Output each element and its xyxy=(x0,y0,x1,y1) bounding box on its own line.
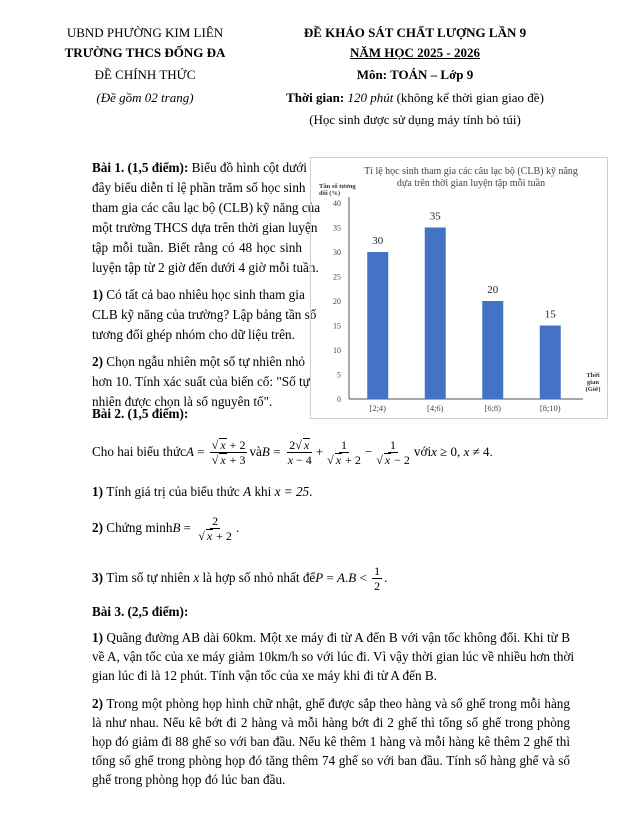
duration-note: (không kể thời gian giao đề) xyxy=(393,90,544,105)
duration xyxy=(270,90,560,106)
equals-sign: = xyxy=(193,444,208,459)
expr-b-term3-num: 1 xyxy=(390,437,397,452)
bai2-q1-eq: x = 25 xyxy=(274,484,310,499)
expr-b-term1 xyxy=(286,438,314,467)
bai1-line-5: luyện tập từ 2 giờ đến dưới 4 giờ mỗi tuần. xyxy=(92,260,319,275)
chart-data-label: 35 xyxy=(429,210,441,223)
expr-b-term1-num: 2√ x xyxy=(287,438,312,453)
chart-ytick-label: 35 xyxy=(333,223,341,233)
subject xyxy=(280,67,550,83)
bai3-p2-line-0: 2) Trong một phòng họp hình chữ nhật, ghế được sắp theo hàng và số ghế trong mỗi hàng xyxy=(92,696,570,711)
exam-title: ĐỀ KHẢO SÁT CHẤT LƯỢNG LẦN 9 xyxy=(303,25,527,40)
expr-b-term2-den: √ x + 2 xyxy=(327,452,361,467)
expr-a-numerator: √ x + 2 xyxy=(211,437,246,452)
subject-label: Môn: xyxy=(356,67,391,82)
bai2-q3-num: 1 xyxy=(374,563,381,578)
bai3-p2-line-4: ghế trong phòng họp đó lúc ban đầu. xyxy=(92,772,286,787)
chart-data-label: 15 xyxy=(544,308,556,321)
chart-ytick-label: 25 xyxy=(333,272,341,282)
bai2-q3-fraction xyxy=(372,564,382,593)
bai1-line-0 xyxy=(92,158,307,178)
bai2-q1: 1) Tính giá trị của biểu thức A khi x = 25. xyxy=(92,484,313,499)
bar-chart xyxy=(310,157,608,419)
bai1-q2-line-0: 2) Chọn ngẫu nhiên một số tự nhiên nhỏ xyxy=(92,354,306,369)
expr-a-denominator: √ x + 3 xyxy=(211,452,246,467)
bai2-q3-text2: là hợp số nhỏ nhất để xyxy=(199,570,316,585)
bai2-intro: Cho hai biểu thức xyxy=(92,444,186,459)
chart-bar xyxy=(482,301,503,399)
chart-bar xyxy=(367,252,388,399)
chart-bar xyxy=(540,326,561,400)
chart-xtick-label: [4;6) xyxy=(426,403,444,413)
chart-title-line1: Tỉ lệ học sinh tham gia các câu lạc bộ (CLB) kỹ năng xyxy=(364,166,578,177)
domain-condition: x ≥ 0, x ≠ 4. xyxy=(431,444,493,459)
bai2-q2-fraction xyxy=(196,514,234,543)
bai2-q1-var: A xyxy=(243,484,252,499)
bai3-title: Bài 3. (2,5 điểm): xyxy=(92,604,189,619)
bai2-title: Bài 2. (1,5 điểm): xyxy=(92,406,189,421)
expr-a-name: A xyxy=(185,444,194,459)
chart-xtick-label: [6;8) xyxy=(484,403,502,413)
expr-b-name: B xyxy=(261,444,270,459)
bai2-q1-when: khi xyxy=(251,484,275,499)
chart-ytick-label: 15 xyxy=(333,321,341,331)
chart-ytick-label: 20 xyxy=(333,297,341,306)
bai2-q3-label: 3) xyxy=(92,570,107,585)
chart-ytick-label: 30 xyxy=(333,248,341,257)
bai2-q2-text: Chứng minh xyxy=(106,520,173,535)
duration-label: Thời gian: xyxy=(286,90,348,105)
expr-b-name-2: B xyxy=(172,520,181,535)
chart-xtick-label: [2;4) xyxy=(369,403,387,413)
chart-data-label: 30 xyxy=(372,235,384,247)
school-district: UBND PHƯỜNG KIM LIÊN xyxy=(66,25,224,40)
bai3-p2-line-1: là như nhau. Nếu kê bớt đi 2 hàng và mỗi hàng bớt đi 2 ghế thì tổng số ghế trong phòng xyxy=(92,715,570,730)
bai1-line-4: tập mỗi tuần. Biết rằng có 48 học sinh xyxy=(92,240,302,255)
bar-chart-svg xyxy=(311,158,607,418)
bai3-p1-line-0-text: 1) Quãng đường AB dài 60km. Một xe máy đi từ A đến B với vận tốc không đổi. Khi từ B xyxy=(92,630,570,645)
expr-b-term2-num: 1 xyxy=(341,437,347,452)
chart-ylabel-line1: Tần số tương xyxy=(319,183,356,190)
bai3-p1-line-2: gian lúc đi là 12 phút. Tính vận tốc của xe máy khi đi từ A đến B. xyxy=(92,668,437,683)
official-label: ĐỀ CHÍNH THỨC xyxy=(94,67,196,82)
chart-ytick-label: 40 xyxy=(333,199,341,208)
chart-title-line2: dựa trên thời gian luyện tập mỗi tuần xyxy=(396,178,546,189)
bai1-title: Bài 1. (1,5 điểm): xyxy=(92,160,189,175)
expr-b-term2 xyxy=(325,438,363,467)
expr-b-term1-den: x − 4 xyxy=(287,452,312,467)
chart-xlabel-line3: (Giờ) xyxy=(585,386,601,393)
expr-b-term3-den: √ x − 2 xyxy=(376,452,410,467)
bai2-cond: với xyxy=(413,444,432,459)
bai2-expressions xyxy=(92,432,493,472)
bai1-q2-line-2: nhiên được chọn là số nguyên tố". xyxy=(92,394,273,409)
chart-bar xyxy=(425,228,446,400)
bai2-q3: 3) Tìm số tự nhiên x là hợp số nhỏ nhất để P = A . B < $\frac{1}{2}$ . xyxy=(92,563,388,593)
bai1-line-1: đây biểu diễn tỉ lệ phần trăm số học sinh xyxy=(92,180,306,195)
bai2-q2-den: √ x + 2 xyxy=(198,528,232,543)
bai1-q1-line-1: CLB kỹ năng của trường? Lập bảng tần số xyxy=(92,307,317,322)
chart-xlabel-line1: Thời xyxy=(586,372,600,379)
chart-ylabel-line2: đối (%) xyxy=(319,190,341,197)
bai1-q1-line-2: tương đối ghép nhóm cho dữ liệu trên. xyxy=(92,327,295,342)
expr-a-fraction xyxy=(210,438,248,467)
bai3-p2-line-3: tổng số ghế trong phòng họp đó tăng thêm 74 ghế so với ban đầu. Tính số hàng ghế và số xyxy=(92,753,570,768)
bai2-q2-num: 2 xyxy=(212,513,219,528)
chart-xtick-label: [8;10) xyxy=(539,403,561,413)
bai2-q3-text: Tìm số tự nhiên xyxy=(106,570,194,585)
page-count: (Đề gồm 02 trang) xyxy=(96,90,194,105)
bai2-q1-label: 1) xyxy=(92,484,107,499)
equals-sign-b: = xyxy=(269,444,284,459)
bai2-q3-var: x xyxy=(193,570,200,585)
bai2-q1-text: Tính giá trị của biểu thức xyxy=(106,484,244,499)
chart-ytick-label: 5 xyxy=(337,370,341,380)
bai1-line-2: tham gia các câu lạc bộ (CLB) kỹ năng của xyxy=(92,200,321,215)
calculator-note: (Học sinh được sử dụng máy tính bỏ túi) xyxy=(309,112,521,127)
subject-value: TOÁN – Lớp 9 xyxy=(390,67,474,82)
bai2-q2: 2) Chứng minh B = $\frac{2}{√ x + 2}$ . xyxy=(92,513,240,543)
bai2-and: và xyxy=(249,444,262,459)
minus-sign: − xyxy=(364,444,373,459)
bai2-q3-den: 2 xyxy=(374,578,381,593)
school-year: NĂM HỌC 2025 - 2026 xyxy=(350,45,480,60)
expr-b-term3 xyxy=(374,438,412,467)
chart-data-label: 20 xyxy=(487,284,499,296)
bai1-q1-line-0: 1) Có tất cả bao nhiêu học sinh tham gia xyxy=(92,287,305,302)
bai3-p1-line-1: về A, vận tốc của xe máy giảm 10km/h so với lúc đi. Vì vậy thời gian lúc về nhiều hơn thời xyxy=(92,649,575,664)
bai1-text-0: Biểu đồ hình cột dưới xyxy=(188,160,307,175)
chart-xlabel-line2: gian xyxy=(587,379,599,386)
chart-ytick-label: 10 xyxy=(333,346,341,355)
bai1-q2-line-1: hơn 10. Tính xác suất của biến cố: "Số tự xyxy=(92,374,310,389)
plus-sign: + xyxy=(315,444,324,459)
bai2-q2-label: 2) xyxy=(92,520,107,535)
chart-ytick-label: 0 xyxy=(337,395,341,404)
bai3-p2-line-2: họp đó giảm đi 88 ghế so với ban đầu. Nếu kê thêm 1 hàng và mỗi hàng kê thêm 2 ghế thì xyxy=(92,734,570,749)
bai1-line-3: một trường THCS dựa trên thời gian luyện xyxy=(92,220,318,235)
school-name: TRƯỜNG THCS ĐỐNG ĐA xyxy=(64,45,226,60)
duration-time: 120 phút xyxy=(347,90,394,105)
bai3-p1-line-0 xyxy=(92,628,570,648)
